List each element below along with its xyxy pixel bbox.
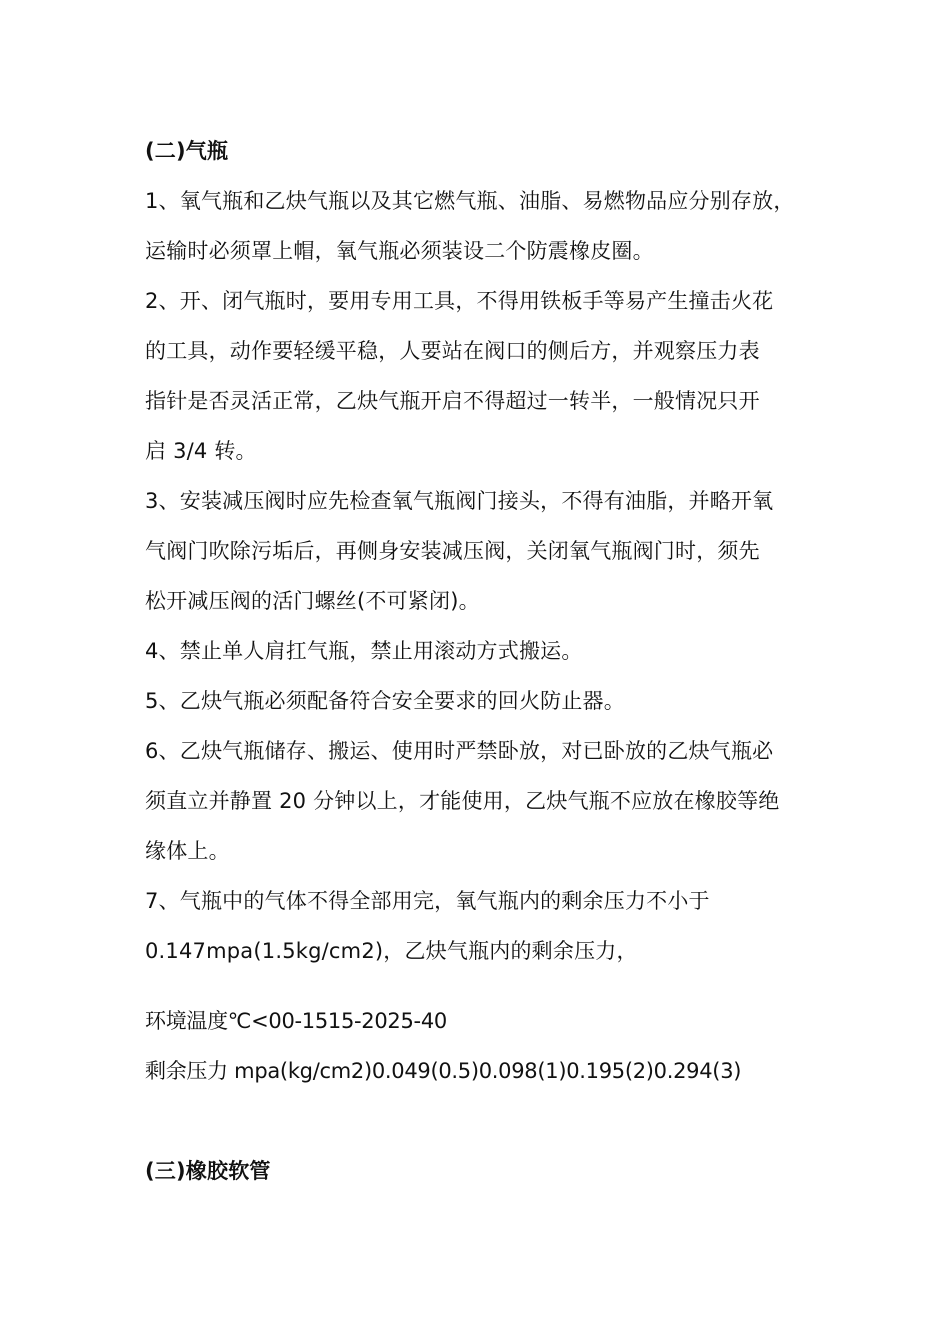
table-row-temperature: 环境温度℃<00-1515-2025-40 xyxy=(145,1009,447,1033)
paragraph-line: 的工具，动作要轻缓平稳，人要站在阀口的侧后方，并观察压力表 xyxy=(145,339,760,363)
paragraph-line: 松开减压阀的活门螺丝(不可紧闭)。 xyxy=(145,589,480,613)
paragraph-line: 运输时必须罩上帽，氧气瓶必须装设二个防震橡皮圈。 xyxy=(145,239,654,263)
paragraph-line: 0.147mpa(1.5kg/cm2)，乙炔气瓶内的剩余压力， xyxy=(145,939,638,963)
section-heading-gas-cylinders: (二)气瓶 xyxy=(145,139,229,163)
paragraph-line: 1、氧气瓶和乙炔气瓶以及其它燃气瓶、油脂、易燃物品应分别存放， xyxy=(145,189,795,213)
section-heading-rubber-hose: (三)橡胶软管 xyxy=(145,1159,271,1183)
paragraph-line: 6、乙炔气瓶储存、搬运、使用时严禁卧放，对已卧放的乙炔气瓶必 xyxy=(145,739,774,763)
paragraph-line: 启 3/4 转。 xyxy=(145,439,257,463)
paragraph-line: 5、乙炔气瓶必须配备符合安全要求的回火防止器。 xyxy=(145,689,625,713)
paragraph-line: 3、安装减压阀时应先检查氧气瓶阀门接头，不得有油脂，并略开氧 xyxy=(145,489,774,513)
paragraph-line: 2、开、闭气瓶时，要用专用工具，不得用铁板手等易产生撞击火花 xyxy=(145,289,774,313)
paragraph-line: 指针是否灵活正常，乙炔气瓶开启不得超过一转半，一般情况只开 xyxy=(145,389,760,413)
paragraph-line: 须直立并静置 20 分钟以上，才能使用，乙炔气瓶不应放在橡胶等绝 xyxy=(145,789,780,813)
paragraph-line: 缘体上。 xyxy=(145,839,230,863)
table-row-pressure: 剩余压力 mpa(kg/cm2)0.049(0.5)0.098(1)0.195(2)0.294(3) xyxy=(145,1059,742,1083)
paragraph-line: 7、气瓶中的气体不得全部用完，氧气瓶内的剩余压力不小于 xyxy=(145,889,710,913)
paragraph-line: 气阀门吹除污垢后，再侧身安装减压阀，关闭氧气瓶阀门时，须先 xyxy=(145,539,760,563)
paragraph-line: 4、禁止单人肩扛气瓶，禁止用滚动方式搬运。 xyxy=(145,639,583,663)
